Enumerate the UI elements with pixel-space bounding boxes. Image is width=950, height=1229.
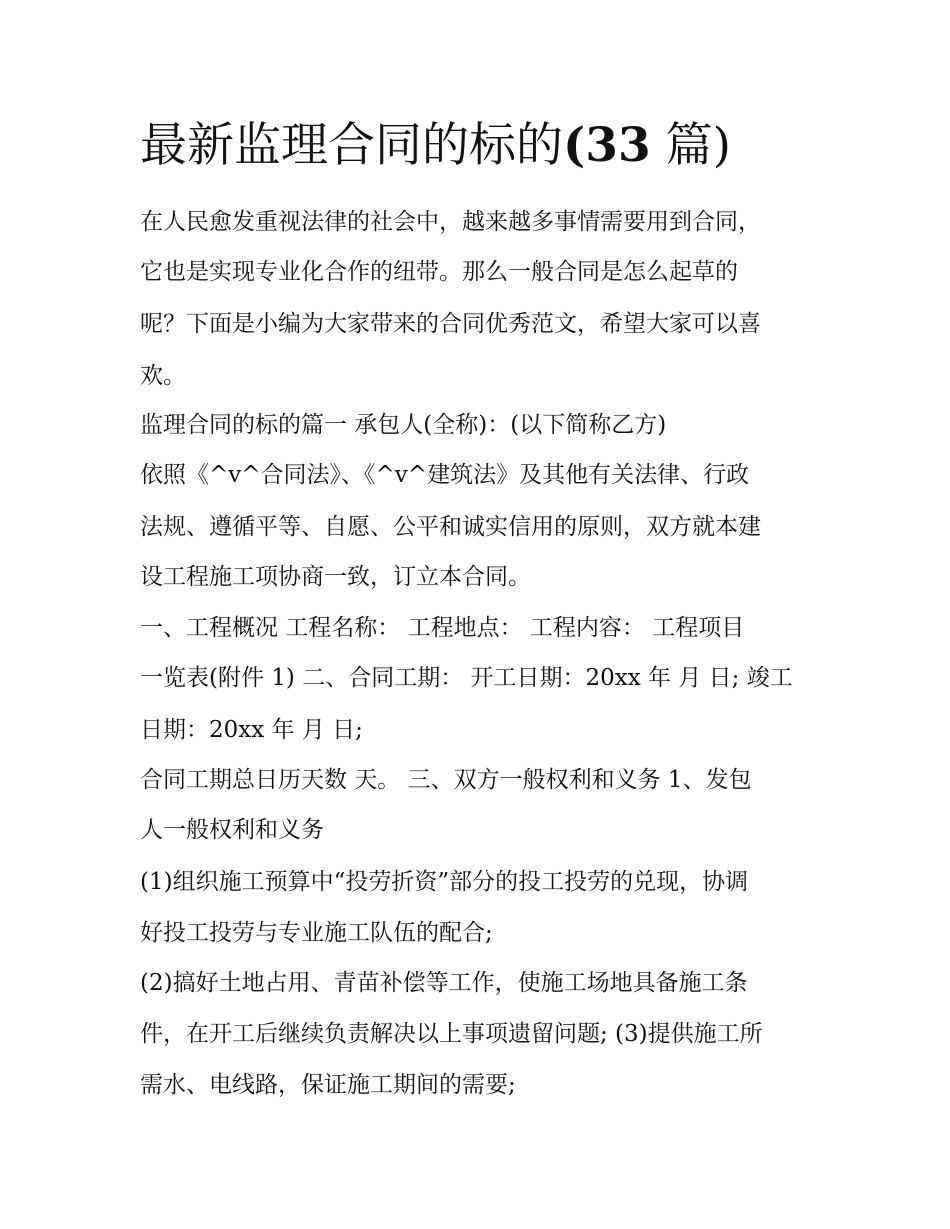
body-line: 人一般权利和义务 — [140, 817, 324, 843]
title-main: 最新监理合同的标的 — [140, 118, 563, 173]
body-line: 它也是实现专业化合作的纽带。那么一般合同是怎么起草的 — [140, 259, 738, 285]
body-line: 合同工期总日历天数 天。 三、双方一般权利和义务 1、发包 — [140, 767, 752, 793]
body-line: 呢？下面是小编为大家带来的合同优秀范文，希望大家可以喜 — [140, 311, 761, 337]
document-title — [140, 112, 731, 180]
body-line: 需水、电线路，保证施工期间的需要; — [140, 1072, 516, 1098]
body-line: 一览表(附件 1) 二、合同工期： 开工日期：20xx 年 月 日; 竣工 — [140, 665, 793, 691]
body-line: 在人民愈发重视法律的社会中，越来越多事情需要用到合同， — [140, 209, 761, 235]
body-line: 日期：20xx 年 月 日; — [140, 717, 363, 743]
body-line: 设工程施工项协商一致，订立本合同。 — [140, 564, 531, 590]
body-line: 法规、遵循平等、自愿、公平和诚实信用的原则，双方就本建 — [140, 514, 761, 540]
body-line: 件，在开工后继续负责解决以上事项遗留问题; (3)提供施工所 — [140, 1021, 763, 1047]
body-line: (1)组织施工预算中“投劳折资”部分的投工投劳的兑现，协调 — [140, 869, 749, 895]
body-line: 依照《^v^合同法》、《^v^建筑法》及其他有关法律、行政 — [140, 462, 750, 488]
body-line: (2)搞好土地占用、青苗补偿等工作，使施工场地具备施工条 — [140, 970, 748, 996]
body-line: 好投工投劳与专业施工队伍的配合; — [140, 920, 493, 946]
body-line: 欢。 — [140, 363, 186, 389]
title-number: (33 — [563, 118, 651, 173]
body-line: 监理合同的标的篇一 承包人(全称)：(以下简称乙方) — [140, 412, 667, 438]
body-line: 一、工程概况 工程名称： 工程地点： 工程内容： 工程项目 — [140, 615, 745, 641]
title-end: 篇) — [650, 118, 731, 173]
